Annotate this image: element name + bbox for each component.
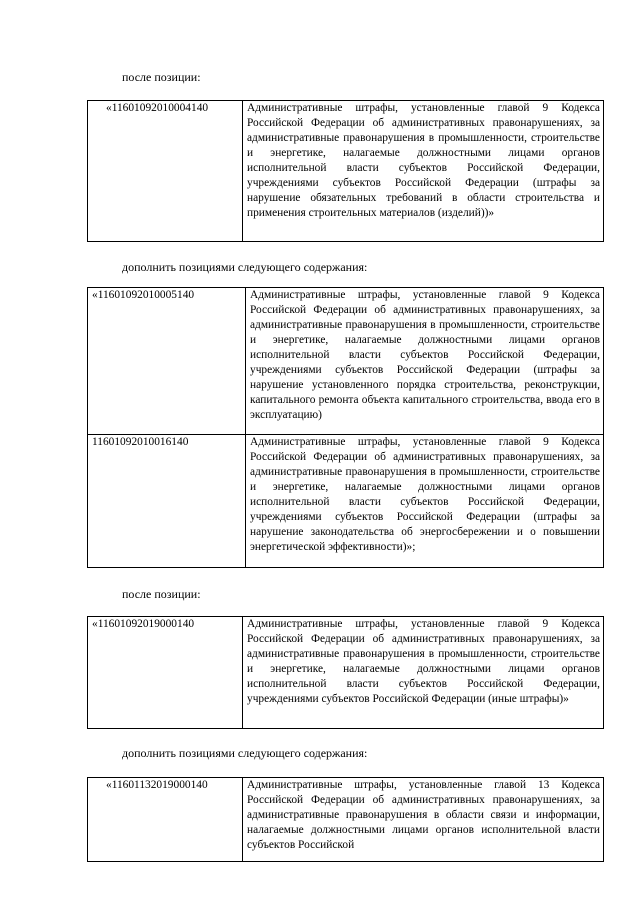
budget-code-cell: «11601092010005140 (88, 288, 246, 435)
description-cell: Административные штрафы, установленные главой 9 Кодекса Российской Федерации об административных правонарушениях, за административные правонарушения в промышленности, строительстве и энергетике, налагаемые должностными лицами органов исполнительной власти субъектов Российской Федерации, учреждениями субъектов Российской Федерации (иные штрафы)» (243, 617, 604, 729)
budget-code-cell: «11601132019000140 (88, 778, 243, 862)
section2-table (87, 287, 604, 568)
description-cell: Административные штрафы, установленные главой 9 Кодекса Российской Федерации об административных правонарушениях, за административные правонарушения в промышленности, строительстве и энергетике, налагаемые должностными лицами органов исполнительной власти субъектов Российской Федерации, учреждениями субъектов Российской Федерации (штрафы за нарушение законодательства об энергосбережении и о повышении энергетической эффективности)»; (246, 435, 604, 568)
budget-code-cell: «11601092019000140 (88, 617, 243, 729)
section3-intro: после позиции: (122, 587, 201, 601)
budget-code-cell: 11601092010016140 (88, 435, 246, 568)
budget-code-cell: «11601092010004140 (88, 101, 243, 242)
table-row (88, 101, 604, 242)
description-cell: Административные штрафы, установленные главой 9 Кодекса Российской Федерации об административных правонарушениях, за административные правонарушения в промышленности, строительстве и энергетике, налагаемые должностными лицами органов исполнительной власти субъектов Российской Федерации, учреждениями субъектов Российской Федерации (штрафы за нарушение установленного порядка строительства, реконструкции, капитального ремонта объекта капитального строительства, ввода его в эксплуатацию) (246, 288, 604, 435)
table-row (88, 435, 604, 568)
description-cell: Административные штрафы, установленные главой 13 Кодекса Российской Федерации об административных правонарушениях, за административные правонарушения в области связи и информации, налагаемые должностными лицами органов исполнительной власти субъектов Российской (243, 778, 604, 862)
section2-intro: дополнить позициями следующего содержания: (122, 260, 368, 274)
table-row (88, 617, 604, 729)
table-row (88, 778, 604, 862)
section4-table (87, 777, 604, 862)
description-cell: Административные штрафы, установленные главой 9 Кодекса Российской Федерации об административных правонарушениях, за административные правонарушения в промышленности, строительстве и энергетике, налагаемые должностными лицами органов исполнительной власти субъектов Российской Федерации, учреждениями субъектов Российской Федерации (штрафы за нарушение обязательных требований в области строительства и применения строительных материалов (изделий))» (243, 101, 604, 242)
table-row (88, 288, 604, 435)
section3-table (87, 616, 604, 729)
section1-table (87, 100, 604, 242)
section4-intro: дополнить позициями следующего содержания: (122, 746, 368, 760)
section1-intro: после позиции: (122, 70, 201, 84)
